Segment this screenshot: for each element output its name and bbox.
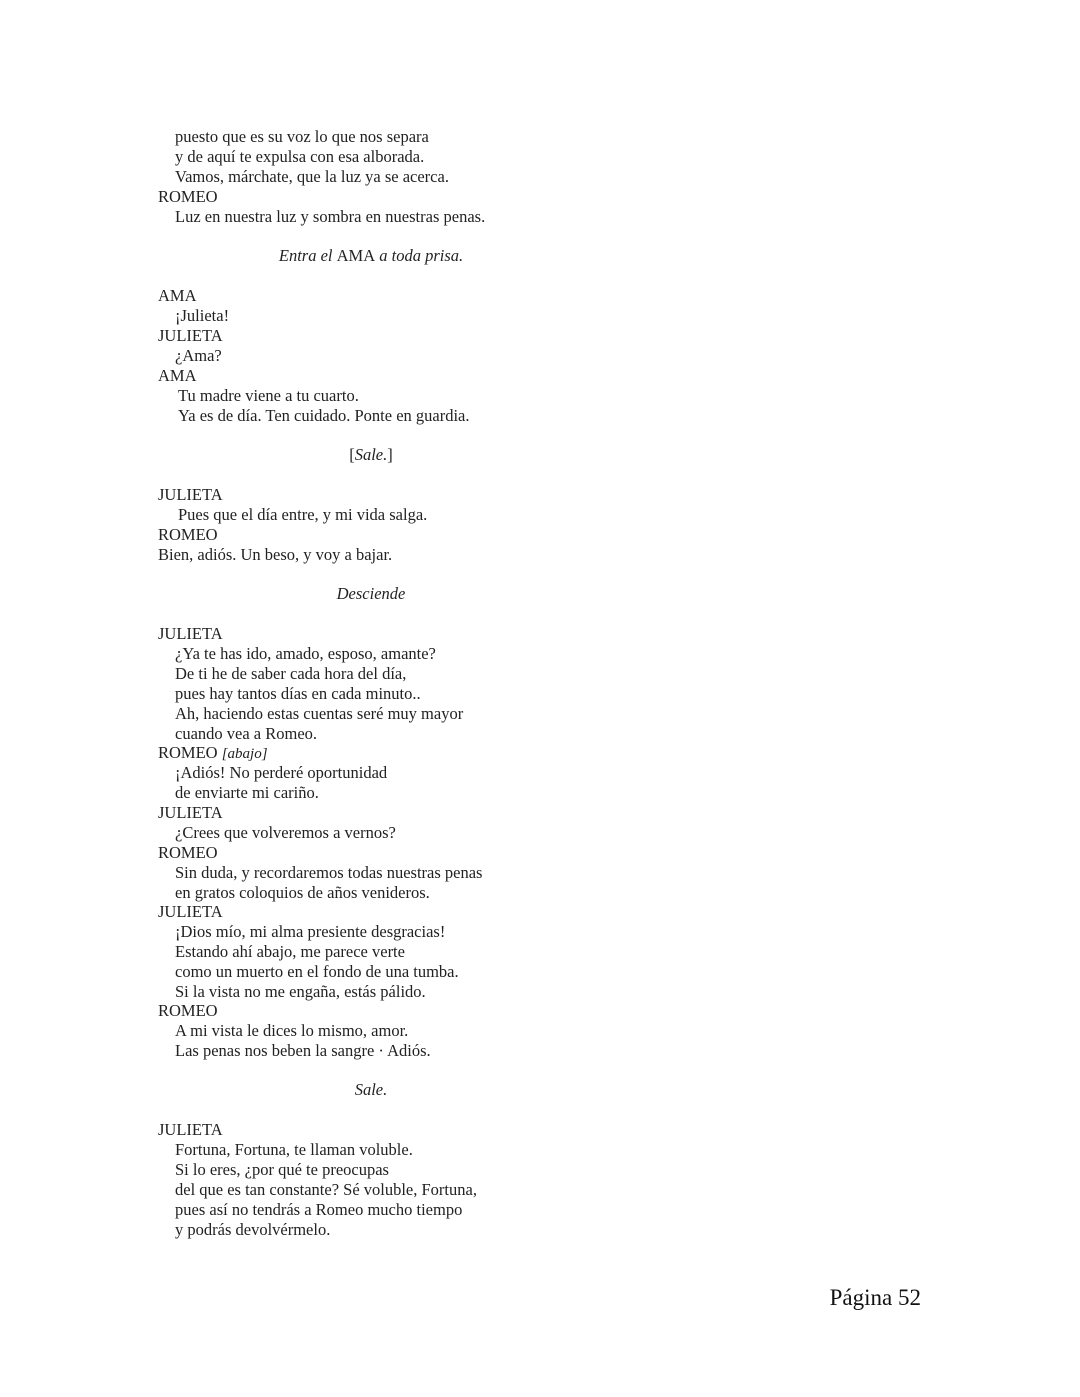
stage-direction (241, 445, 501, 465)
speaker-name: ROMEO (158, 525, 218, 544)
verse-line: Sin duda, y recordaremos todas nuestras penas (175, 863, 483, 882)
verse-line: De ti he de saber cada hora del día, (175, 664, 407, 683)
speaker-name: ROMEO (158, 843, 218, 862)
stage-direction-text: a toda prisa. (375, 246, 464, 265)
stage-direction: Sale. (354, 1080, 388, 1099)
speaker-name: JULIETA (158, 1120, 223, 1139)
speaker-line (158, 743, 268, 764)
stage-direction-text: Entra el (278, 246, 337, 265)
stage-direction-character: AMA (336, 246, 376, 265)
speaker-name: JULIETA (158, 902, 223, 921)
verse-line: de enviarte mi cariño. (175, 783, 319, 802)
speaker-name: JULIETA (158, 326, 223, 345)
verse-line: Las penas nos beben la sangre · Adiós. (175, 1041, 431, 1060)
verse-line: Ah, haciendo estas cuentas seré muy mayor (175, 704, 464, 723)
verse-line: pues así no tendrás a Romeo mucho tiempo (175, 1200, 463, 1219)
verse-line: cuando vea a Romeo. (175, 724, 318, 743)
speaker-name: ROMEO (158, 187, 218, 206)
verse-line: y de aquí te expulsa con esa alborada. (175, 147, 425, 166)
stage-direction-text: Sale. (354, 445, 388, 464)
stage-direction (241, 246, 501, 266)
verse-line: del que es tan constante? Sé voluble, Fortuna, (175, 1180, 477, 1199)
verse-line: ¿Ya te has ido, amado, esposo, amante? (175, 644, 436, 663)
verse-line: Si lo eres, ¿por qué te preocupas (175, 1160, 389, 1179)
speaker-name: JULIETA (158, 624, 223, 643)
stage-direction-bracket: [ (349, 445, 355, 464)
speaker-name: AMA (158, 286, 197, 305)
verse-line: Vamos, márchate, que la luz ya se acerca. (175, 167, 449, 186)
speaker-name: AMA (158, 366, 197, 385)
verse-line: Estando ahí abajo, me parece verte (175, 942, 405, 961)
verse-line: Fortuna, Fortuna, te llaman voluble. (175, 1140, 413, 1159)
verse-line: puesto que es su voz lo que nos separa (175, 127, 429, 146)
verse-line: en gratos coloquios de años venideros. (175, 883, 430, 902)
speaker-name: ROMEO (158, 743, 218, 762)
verse-line: A mi vista le dices lo mismo, amor. (175, 1021, 409, 1040)
verse-line: ¡Dios mío, mi alma presiente desgracias! (175, 922, 446, 941)
verse-line: ¡Adiós! No perderé oportunidad (175, 763, 388, 782)
verse-line: pues hay tantos días en cada minuto.. (175, 684, 421, 703)
verse-line: Ya es de día. Ten cuidado. Ponte en guardia. (178, 406, 470, 425)
verse-line: y podrás devolvérmelo. (175, 1220, 331, 1239)
page-number: Página 52 (829, 1285, 921, 1310)
speaker-name: JULIETA (158, 803, 223, 822)
verse-line: Si la vista no me engaña, estás pálido. (175, 982, 426, 1001)
verse-line: Luz en nuestra luz y sombra en nuestras penas. (175, 207, 486, 226)
verse-line: ¿Crees que volveremos a vernos? (175, 823, 396, 842)
verse-line: Tu madre viene a tu cuarto. (178, 386, 359, 405)
verse-line: ¿Ama? (175, 346, 222, 365)
verse-line: Bien, adiós. Un beso, y voy a bajar. (158, 545, 393, 564)
aside-direction: [abajo] (221, 746, 268, 762)
stage-direction-bracket: ] (387, 445, 393, 464)
speaker-name: JULIETA (158, 485, 223, 504)
verse-line: como un muerto en el fondo de una tumba. (175, 962, 459, 981)
stage-direction: Desciende (336, 584, 406, 603)
speaker-name: ROMEO (158, 1001, 218, 1020)
verse-line: Pues que el día entre, y mi vida salga. (178, 505, 428, 524)
verse-line: ¡Julieta! (175, 306, 230, 325)
